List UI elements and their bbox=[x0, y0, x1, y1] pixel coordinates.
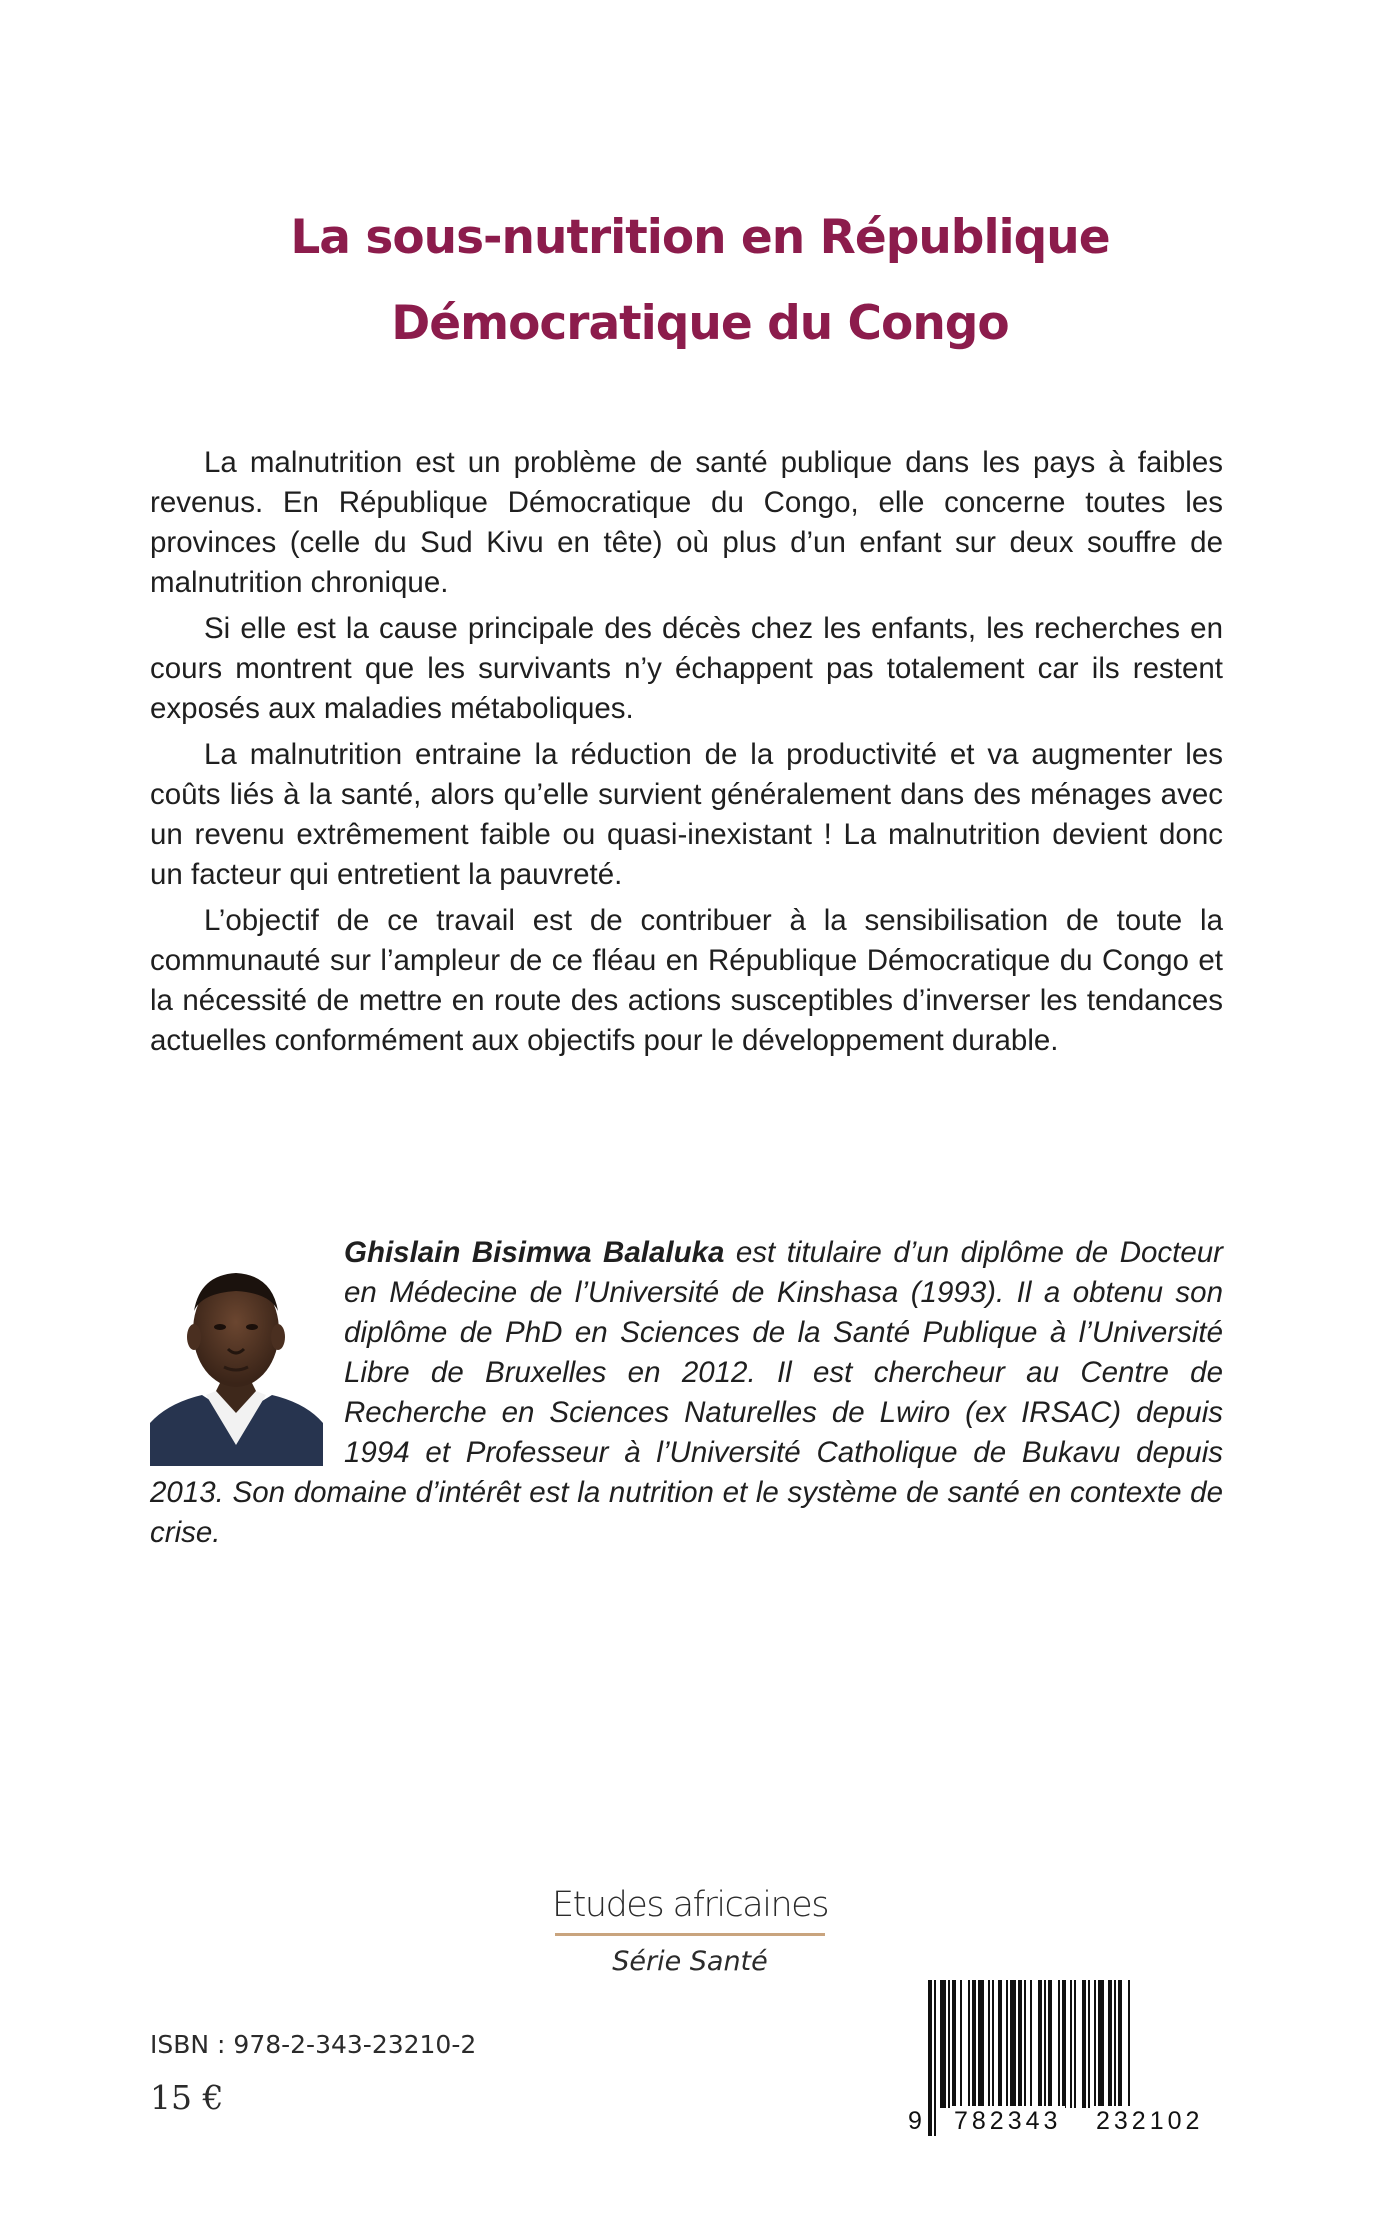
barcode-left-digits: 782343 bbox=[950, 2106, 1065, 2136]
barcode-bar bbox=[1038, 1980, 1042, 2108]
barcode-bar bbox=[988, 1980, 990, 2108]
series-block bbox=[500, 1880, 880, 1982]
barcode-bar bbox=[1114, 1980, 1116, 2108]
barcode-bar bbox=[1058, 1980, 1060, 2108]
barcode-bar bbox=[1010, 1980, 1016, 2108]
barcode-bar bbox=[1018, 1980, 1022, 2108]
barcode-bar bbox=[1048, 1980, 1052, 2108]
barcode-bar bbox=[978, 1980, 984, 2108]
barcode-bar bbox=[1088, 1980, 1090, 2108]
barcode-bar bbox=[1006, 1980, 1008, 2108]
series-name: Etudes africaines bbox=[552, 1885, 828, 1925]
summary-paragraph: L’objectif de ce travail est de contribuer à la sensibilisation de toute la communauté sur l’ampleur de ce fléau en République Démocratique du Congo et la nécessité de mettre en route des actions susceptibles d’inverser les tendances actuelles conformément aux objectifs pour le développement durable. bbox=[150, 904, 1223, 1057]
isbn: ISBN : 978-2-343-23210-2 bbox=[150, 2030, 477, 2059]
barcode-bar bbox=[928, 1980, 932, 2136]
barcode-bar bbox=[1094, 1980, 1096, 2108]
barcode-bar bbox=[934, 1980, 936, 2136]
book-title-line-2: Démocratique du Congo bbox=[391, 296, 1009, 351]
barcode-bar bbox=[940, 1980, 946, 2108]
barcode-bar bbox=[1074, 1980, 1076, 2108]
barcode-bar bbox=[1070, 1980, 1072, 2108]
author-name: Ghislain Bisimwa Balaluka bbox=[344, 1236, 725, 1269]
summary-paragraph: La malnutrition est un problème de santé publique dans les pays à faibles revenus. En République Démocratique du Congo, elle concerne toutes les provinces (celle du Sud Kivu en tête) où plus d’un enfant sur deux souffre de malnutrition chronique. bbox=[150, 446, 1223, 599]
barcode-bar bbox=[960, 1980, 962, 2108]
barcode-bar bbox=[968, 1980, 970, 2108]
author-bio-text: est titulaire d’un diplôme de Docteur en Médecine de l’Université de Kinshasa (1993). Il a obtenu son diplôme de PhD en Sciences de la Santé Publique à l’Université Libre de Bruxelles en 2012. Il est chercheur au Centre de Recherche en Sciences Naturelles de Lwiro (ex IRSAC) depuis 1994 et Professeur à l’Université Catholique de Bukavu depuis 2013. Son domaine d’intérêt est la nutrition et le système de santé en contexte de crise. bbox=[150, 1236, 1223, 1549]
barcode-bar bbox=[948, 1980, 950, 2108]
barcode bbox=[906, 1978, 1222, 2148]
barcode-bar bbox=[998, 1980, 1002, 2108]
summary-paragraph: Si elle est la cause principale des décès chez les enfants, les recherches en cours montrent que les survivants n’y échappent pas totalement car ils restent exposés aux maladies métaboliques. bbox=[150, 612, 1223, 725]
barcode-right-digits: 232102 bbox=[1092, 2106, 1207, 2136]
book-summary bbox=[150, 443, 1223, 1067]
barcode-bar bbox=[1082, 1980, 1086, 2108]
barcode-bar bbox=[1098, 1980, 1104, 2108]
barcode-bar bbox=[952, 1980, 956, 2108]
summary-paragraph: La malnutrition entraine la réduction de la productivité et va augmenter les coûts liés à la santé, alors qu’elle survient généralement dans des ménages avec un revenu extrêmement faible ou quasi-inexistant ! La malnutrition devient donc un facteur qui entretient la pauvreté. bbox=[150, 738, 1223, 891]
series-subtitle: Série Santé bbox=[612, 1946, 768, 1977]
barcode-first-digit: 9 bbox=[904, 2106, 926, 2136]
barcode-bar bbox=[1108, 1980, 1112, 2108]
author-photo bbox=[150, 1245, 323, 1466]
book-title bbox=[150, 195, 1250, 367]
author-portrait-icon bbox=[150, 1245, 323, 1466]
book-title-line-1: La sous-nutrition en République bbox=[290, 210, 1110, 265]
barcode-bar bbox=[972, 1980, 976, 2108]
series-divider bbox=[555, 1933, 825, 1936]
price: 15 € bbox=[150, 2078, 224, 2117]
barcode-bar bbox=[992, 1980, 994, 2108]
barcode-bar bbox=[1062, 1980, 1066, 2108]
barcode-bar bbox=[1044, 1980, 1046, 2108]
